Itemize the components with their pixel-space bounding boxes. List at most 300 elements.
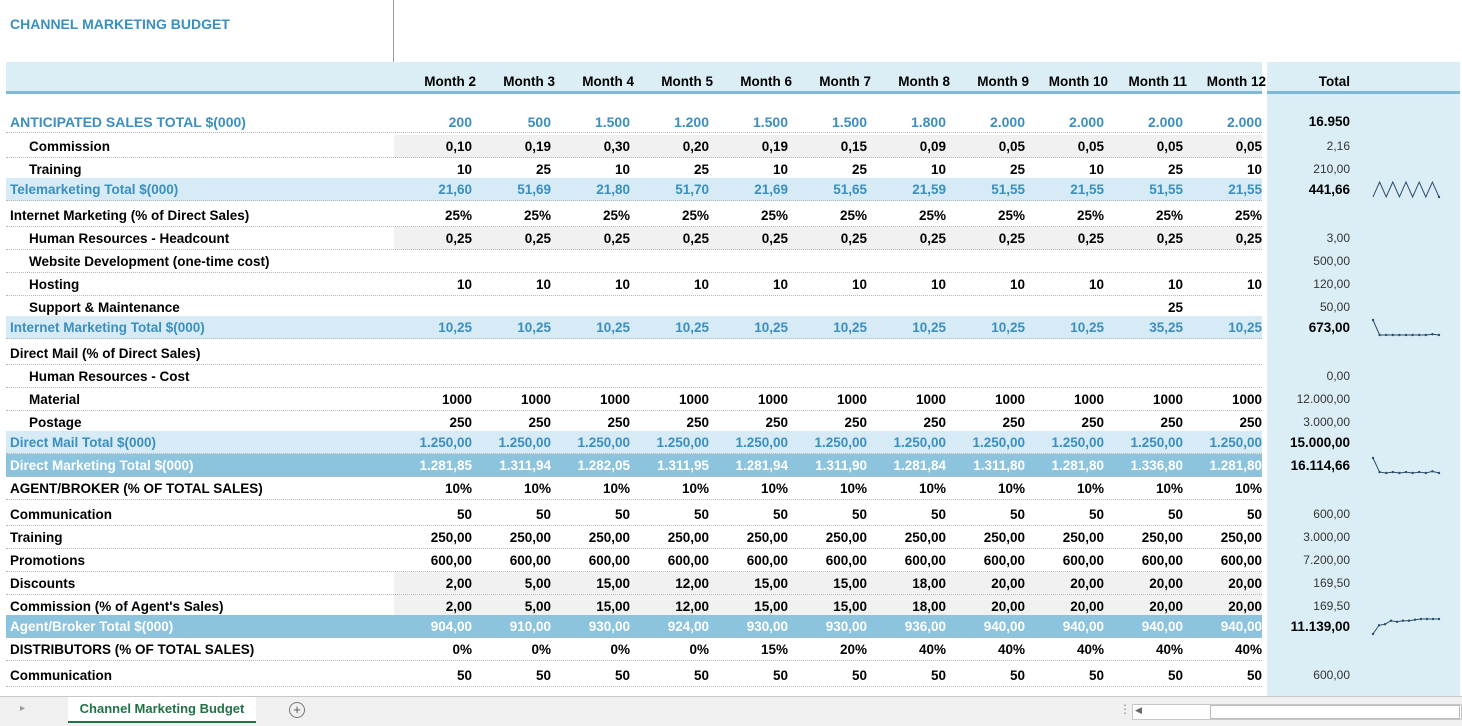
cell[interactable]: 50 <box>851 668 867 683</box>
cell[interactable]: 15,00 <box>833 599 867 614</box>
cell[interactable]: 1.336,80 <box>1130 458 1183 473</box>
row-label[interactable]: Communication <box>10 668 113 683</box>
cell[interactable]: 250 <box>528 415 551 430</box>
cell[interactable]: 10,25 <box>1070 320 1104 335</box>
cell[interactable]: 1000 <box>1231 392 1262 407</box>
cell[interactable]: 1000 <box>599 392 630 407</box>
sheet-tab-channel-marketing-budget[interactable]: Channel Marketing Budget <box>68 697 256 723</box>
cell[interactable]: 40% <box>1155 642 1183 657</box>
cell[interactable]: 10 <box>614 162 630 177</box>
cell[interactable]: 924,00 <box>667 619 709 634</box>
row-total[interactable]: 169,50 <box>1313 599 1350 613</box>
row-total[interactable]: 3.000,00 <box>1303 415 1350 429</box>
cell[interactable]: 50 <box>456 507 472 522</box>
cell[interactable]: 1.281,85 <box>419 458 472 473</box>
cell[interactable]: 51,65 <box>833 182 867 197</box>
cell[interactable]: 600,00 <box>746 553 788 568</box>
cell[interactable]: 600,00 <box>667 553 709 568</box>
cell[interactable]: 40% <box>918 642 946 657</box>
cell[interactable]: 930,00 <box>588 619 630 634</box>
cell[interactable]: 1.282,05 <box>577 458 630 473</box>
cell[interactable]: 250,00 <box>430 530 472 545</box>
row-label[interactable]: Training <box>29 162 82 177</box>
cell[interactable]: 2.000 <box>1226 114 1262 130</box>
cell[interactable]: 250,00 <box>746 530 788 545</box>
tab-scroll-left-icon[interactable]: ▸ <box>20 703 26 714</box>
cell[interactable]: 40% <box>1234 642 1262 657</box>
cell[interactable]: 10,25 <box>1228 320 1262 335</box>
cell[interactable]: 1.800 <box>910 114 946 130</box>
cell[interactable]: 25 <box>1009 162 1025 177</box>
cell[interactable]: 1.250,00 <box>419 435 472 450</box>
row-total[interactable]: 441,66 <box>1308 182 1350 197</box>
cell[interactable]: 10 <box>1009 277 1025 292</box>
cell[interactable]: 20,00 <box>1070 599 1104 614</box>
cell[interactable]: 50 <box>693 668 709 683</box>
cell[interactable]: 25% <box>523 208 551 223</box>
cell[interactable]: 930,00 <box>825 619 867 634</box>
cell[interactable]: 250,00 <box>509 530 551 545</box>
cell[interactable]: 250,00 <box>825 530 867 545</box>
month-header-2[interactable]: Month 2 <box>424 74 476 89</box>
total-header[interactable]: Total <box>1318 74 1350 89</box>
cell[interactable]: 1.311,95 <box>657 458 709 473</box>
cell[interactable]: 250,00 <box>1062 530 1104 545</box>
cell[interactable]: 10 <box>930 162 946 177</box>
cell[interactable]: 600,00 <box>1062 553 1104 568</box>
cell[interactable]: 21,55 <box>1228 182 1262 197</box>
month-header-6[interactable]: Month 6 <box>740 74 792 89</box>
row-total[interactable]: 600,00 <box>1313 668 1350 682</box>
cell[interactable]: 50 <box>1167 507 1183 522</box>
cell[interactable]: 50 <box>930 507 946 522</box>
cell[interactable]: 40% <box>997 642 1025 657</box>
cell[interactable]: 15,00 <box>754 599 788 614</box>
cell[interactable]: 1.250,00 <box>814 435 867 450</box>
cell[interactable]: 10 <box>1167 277 1183 292</box>
cell[interactable]: 1.500 <box>831 114 867 130</box>
cell[interactable]: 910,00 <box>509 619 551 634</box>
cell[interactable]: 250 <box>1002 415 1025 430</box>
cell[interactable]: 10% <box>681 481 709 496</box>
month-header-3[interactable]: Month 3 <box>503 74 555 89</box>
cell[interactable]: 250,00 <box>1220 530 1262 545</box>
cell[interactable]: 1.250,00 <box>498 435 551 450</box>
cell[interactable]: 10 <box>1088 277 1104 292</box>
cell[interactable]: 18,00 <box>912 599 946 614</box>
cell[interactable]: 0,19 <box>524 139 551 154</box>
cell[interactable]: 1000 <box>520 392 551 407</box>
cell[interactable]: 600,00 <box>825 553 867 568</box>
cell[interactable]: 20,00 <box>1228 576 1262 591</box>
cell[interactable]: 25% <box>918 208 946 223</box>
cell[interactable]: 1.311,94 <box>499 458 551 473</box>
cell[interactable]: 35,25 <box>1149 320 1183 335</box>
row-label[interactable]: Postage <box>29 415 82 430</box>
cell[interactable]: 600,00 <box>1141 553 1183 568</box>
row-label[interactable]: ANTICIPATED SALES TOTAL $(000) <box>10 114 246 130</box>
cell[interactable]: 10,25 <box>596 320 630 335</box>
row-label[interactable]: AGENT/BROKER (% OF TOTAL SALES) <box>10 481 263 496</box>
cell[interactable]: 25 <box>693 162 709 177</box>
cell[interactable]: 0,25 <box>524 231 551 246</box>
cell[interactable]: 50 <box>456 668 472 683</box>
row-label[interactable]: Communication <box>10 507 113 522</box>
cell[interactable]: 0,05 <box>998 139 1025 154</box>
cell[interactable]: 0,05 <box>1077 139 1104 154</box>
cell[interactable]: 10 <box>535 277 551 292</box>
cell[interactable]: 10% <box>1234 481 1262 496</box>
cell[interactable]: 10 <box>772 277 788 292</box>
cell[interactable]: 1.311,80 <box>973 458 1025 473</box>
cell[interactable]: 600,00 <box>509 553 551 568</box>
row-total[interactable]: 169,50 <box>1313 576 1350 590</box>
scroll-left-arrow-icon[interactable]: ◀ <box>1135 705 1142 715</box>
row-total[interactable]: 0,00 <box>1326 369 1350 383</box>
cell[interactable]: 50 <box>930 668 946 683</box>
cell[interactable]: 10 <box>930 277 946 292</box>
cell[interactable]: 936,00 <box>904 619 946 634</box>
cell[interactable]: 200 <box>448 114 472 130</box>
cell[interactable]: 25% <box>760 208 788 223</box>
row-label[interactable]: Direct Mail (% of Direct Sales) <box>10 346 201 361</box>
cell[interactable]: 50 <box>1246 507 1262 522</box>
cell[interactable]: 25% <box>602 208 630 223</box>
cell[interactable]: 5,00 <box>524 599 551 614</box>
sparkline-point <box>1405 334 1407 336</box>
cell[interactable]: 0,09 <box>919 139 946 154</box>
cell[interactable]: 20,00 <box>1149 599 1183 614</box>
cell[interactable]: 940,00 <box>1220 619 1262 634</box>
row-label[interactable]: Support & Maintenance <box>29 300 180 315</box>
row-label[interactable]: Website Development (one-time cost) <box>29 254 270 269</box>
cell[interactable]: 0,30 <box>603 139 630 154</box>
cell[interactable]: 50 <box>772 668 788 683</box>
row-label[interactable]: Direct Marketing Total $(000) <box>10 458 194 473</box>
cell[interactable]: 0,25 <box>603 231 630 246</box>
cell[interactable]: 10,25 <box>833 320 867 335</box>
cell[interactable]: 0,10 <box>445 139 472 154</box>
cell[interactable]: 12,00 <box>675 576 709 591</box>
cell[interactable]: 2,00 <box>445 576 472 591</box>
cell[interactable]: 20,00 <box>991 576 1025 591</box>
cell[interactable]: 2.000 <box>1068 114 1104 130</box>
cell[interactable]: 50 <box>1088 668 1104 683</box>
cell[interactable]: 250 <box>765 415 788 430</box>
cell[interactable]: 0,25 <box>1235 231 1262 246</box>
cell[interactable]: 10,25 <box>438 320 472 335</box>
split-handle-icon[interactable]: ⋮ <box>1119 702 1131 716</box>
month-header-8[interactable]: Month 8 <box>898 74 950 89</box>
cell[interactable]: 0,25 <box>682 231 709 246</box>
cell[interactable]: 930,00 <box>746 619 788 634</box>
cell[interactable]: 51,69 <box>517 182 551 197</box>
row-label[interactable]: Discounts <box>10 576 76 591</box>
cell[interactable]: 10 <box>456 277 472 292</box>
cell[interactable]: 250 <box>686 415 709 430</box>
cell[interactable]: 18,00 <box>912 576 946 591</box>
cell[interactable]: 600,00 <box>430 553 472 568</box>
cell[interactable]: 15,00 <box>596 576 630 591</box>
cell[interactable]: 10 <box>772 162 788 177</box>
cell[interactable]: 10 <box>693 277 709 292</box>
cell[interactable]: 1.281,84 <box>893 458 946 473</box>
cell[interactable]: 12,00 <box>675 599 709 614</box>
cell[interactable]: 10 <box>614 277 630 292</box>
cell[interactable]: 0,19 <box>761 139 788 154</box>
row-label[interactable]: Promotions <box>10 553 86 568</box>
cell[interactable]: 1.250,00 <box>1209 435 1262 450</box>
cell[interactable]: 940,00 <box>1062 619 1104 634</box>
cell[interactable]: 10 <box>1246 277 1262 292</box>
cell[interactable]: 10% <box>444 481 472 496</box>
cell[interactable]: 1.500 <box>594 114 630 130</box>
row-divider <box>6 338 1262 339</box>
row-total[interactable]: 16.114,66 <box>1290 458 1350 473</box>
cell[interactable]: 2.000 <box>1147 114 1183 130</box>
cell[interactable]: 0% <box>610 642 630 657</box>
cell[interactable]: 1.250,00 <box>735 435 788 450</box>
cell[interactable]: 25 <box>1167 162 1183 177</box>
cell[interactable]: 25% <box>839 208 867 223</box>
cell[interactable]: 250,00 <box>983 530 1025 545</box>
row-total[interactable]: 3,00 <box>1326 231 1350 245</box>
month-header-5[interactable]: Month 5 <box>661 74 713 89</box>
cell[interactable]: 10,25 <box>991 320 1025 335</box>
cell[interactable]: 250 <box>1160 415 1183 430</box>
cell[interactable]: 25% <box>1155 208 1183 223</box>
cell[interactable]: 1.250,00 <box>1051 435 1104 450</box>
row-label[interactable]: Training <box>10 530 63 545</box>
cell[interactable]: 50 <box>1009 507 1025 522</box>
cell[interactable]: 250 <box>844 415 867 430</box>
row-label[interactable]: Internet Marketing (% of Direct Sales) <box>10 208 250 223</box>
cell[interactable]: 1.281,80 <box>1051 458 1104 473</box>
row-total[interactable]: 16.950 <box>1308 114 1350 129</box>
cell[interactable]: 10,25 <box>517 320 551 335</box>
cell[interactable]: 250 <box>449 415 472 430</box>
cell[interactable]: 50 <box>535 507 551 522</box>
cell[interactable]: 25 <box>1167 300 1183 315</box>
cell[interactable]: 21,59 <box>912 182 946 197</box>
cell[interactable]: 25% <box>997 208 1025 223</box>
cell[interactable]: 15,00 <box>754 576 788 591</box>
cell[interactable]: 50 <box>614 668 630 683</box>
row-total[interactable]: 120,00 <box>1313 277 1350 291</box>
cell[interactable]: 0,25 <box>761 231 788 246</box>
cell[interactable]: 10 <box>1246 162 1262 177</box>
cell[interactable]: 10% <box>1155 481 1183 496</box>
cell[interactable]: 250 <box>1081 415 1104 430</box>
cell[interactable]: 600,00 <box>904 553 946 568</box>
cell[interactable]: 1000 <box>836 392 867 407</box>
row-total[interactable]: 11.139,00 <box>1290 619 1350 634</box>
cell[interactable]: 50 <box>1167 668 1183 683</box>
cell[interactable]: 10% <box>760 481 788 496</box>
cell[interactable]: 1000 <box>1073 392 1104 407</box>
cell[interactable]: 15,00 <box>833 576 867 591</box>
cell[interactable]: 1.281,94 <box>735 458 788 473</box>
cell[interactable]: 0,25 <box>1156 231 1183 246</box>
sparkline-point <box>1438 472 1440 474</box>
cell[interactable]: 1000 <box>757 392 788 407</box>
cell[interactable]: 10% <box>918 481 946 496</box>
table-row <box>0 250 1462 273</box>
cell[interactable]: 2.000 <box>989 114 1025 130</box>
cell[interactable]: 1.281,80 <box>1209 458 1262 473</box>
cell[interactable]: 21,80 <box>596 182 630 197</box>
cell[interactable]: 0% <box>452 642 472 657</box>
cell[interactable]: 1.500 <box>752 114 788 130</box>
cell[interactable]: 0,05 <box>1156 139 1183 154</box>
cell[interactable]: 500 <box>527 114 551 130</box>
row-total[interactable]: 3.000,00 <box>1303 530 1350 544</box>
cell[interactable]: 1.311,90 <box>815 458 867 473</box>
cell[interactable]: 10% <box>997 481 1025 496</box>
cell[interactable]: 1.250,00 <box>972 435 1025 450</box>
cell[interactable]: 21,55 <box>1070 182 1104 197</box>
cell[interactable]: 1000 <box>994 392 1025 407</box>
cell[interactable]: 25% <box>1076 208 1104 223</box>
cell[interactable]: 50 <box>614 507 630 522</box>
row-total[interactable]: 2,16 <box>1326 139 1350 153</box>
cell[interactable]: 0% <box>531 642 551 657</box>
cell[interactable]: 1.250,00 <box>577 435 630 450</box>
month-header-10[interactable]: Month 10 <box>1048 74 1108 89</box>
cell[interactable]: 0,20 <box>682 139 709 154</box>
cell[interactable]: 10% <box>1076 481 1104 496</box>
cell[interactable]: 51,55 <box>1149 182 1183 197</box>
scrollbar-thumb[interactable] <box>1210 705 1460 719</box>
cell[interactable]: 1000 <box>1152 392 1183 407</box>
cell[interactable]: 1.250,00 <box>1130 435 1183 450</box>
cell[interactable]: 600,00 <box>1220 553 1262 568</box>
cell[interactable]: 10% <box>523 481 551 496</box>
cell[interactable]: 1.250,00 <box>656 435 709 450</box>
row-label[interactable]: Internet Marketing Total $(000) <box>10 320 205 335</box>
row-total[interactable]: 50,00 <box>1319 300 1350 314</box>
cell[interactable]: 1.250,00 <box>893 435 946 450</box>
cell[interactable]: 250 <box>923 415 946 430</box>
cell[interactable]: 50 <box>1246 668 1262 683</box>
cell[interactable]: 20,00 <box>1228 599 1262 614</box>
cell[interactable]: 1000 <box>678 392 709 407</box>
cell[interactable]: 25 <box>535 162 551 177</box>
cell[interactable]: 904,00 <box>430 619 472 634</box>
cell[interactable]: 250,00 <box>667 530 709 545</box>
cell[interactable]: 25% <box>681 208 709 223</box>
cell[interactable]: 50 <box>1009 668 1025 683</box>
cell[interactable]: 50 <box>772 507 788 522</box>
row-label[interactable]: Material <box>29 392 81 407</box>
row-total[interactable]: 15.000,00 <box>1289 435 1350 450</box>
row-total[interactable]: 12.000,00 <box>1296 392 1350 406</box>
cell[interactable]: 0,25 <box>1077 231 1104 246</box>
cell[interactable]: 1000 <box>915 392 946 407</box>
cell[interactable]: 50 <box>535 668 551 683</box>
cell[interactable]: 2,00 <box>445 599 472 614</box>
cell[interactable]: 940,00 <box>983 619 1025 634</box>
cell[interactable]: 25 <box>851 162 867 177</box>
row-label[interactable]: Telemarketing Total $(000) <box>10 182 179 197</box>
cell[interactable]: 25% <box>444 208 472 223</box>
row-label[interactable]: DISTRIBUTORS (% OF TOTAL SALES) <box>10 642 255 657</box>
cell[interactable]: 0,25 <box>998 231 1025 246</box>
cell[interactable]: 50 <box>1088 507 1104 522</box>
cell[interactable]: 1.200 <box>673 114 709 130</box>
cell[interactable]: 20,00 <box>1149 576 1183 591</box>
cell[interactable]: 600,00 <box>983 553 1025 568</box>
cell[interactable]: 20,00 <box>991 599 1025 614</box>
cell[interactable]: 50 <box>693 507 709 522</box>
cell[interactable]: 10 <box>1088 162 1104 177</box>
cell[interactable]: 15% <box>760 642 788 657</box>
cell[interactable]: 250,00 <box>1141 530 1183 545</box>
cell[interactable]: 10 <box>851 277 867 292</box>
cell[interactable]: 940,00 <box>1141 619 1183 634</box>
row-total[interactable]: 210,00 <box>1313 162 1350 176</box>
row-total[interactable]: 600,00 <box>1313 507 1350 521</box>
cell[interactable]: 10% <box>602 481 630 496</box>
row-total[interactable]: 673,00 <box>1308 320 1350 335</box>
row-label[interactable]: Human Resources - Headcount <box>29 231 230 246</box>
cell[interactable]: 0,25 <box>919 231 946 246</box>
cell[interactable]: 10 <box>456 162 472 177</box>
cell[interactable]: 50 <box>851 507 867 522</box>
cell[interactable]: 21,69 <box>754 182 788 197</box>
cell[interactable]: 0% <box>689 642 709 657</box>
row-label[interactable]: Commission (% of Agent's Sales) <box>10 599 224 614</box>
cell[interactable]: 600,00 <box>588 553 630 568</box>
cell[interactable]: 10% <box>839 481 867 496</box>
cell[interactable]: 21,60 <box>438 182 472 197</box>
cell[interactable]: 250 <box>607 415 630 430</box>
cell[interactable]: 20,00 <box>1070 576 1104 591</box>
row-label[interactable]: Human Resources - Cost <box>29 369 190 384</box>
cell[interactable]: 0,25 <box>445 231 472 246</box>
cell[interactable]: 51,55 <box>991 182 1025 197</box>
row-label[interactable]: Agent/Broker Total $(000) <box>10 619 174 634</box>
cell[interactable]: 1000 <box>441 392 472 407</box>
month-header-9[interactable]: Month 9 <box>977 74 1029 89</box>
cell[interactable]: 51,70 <box>675 182 709 197</box>
cell[interactable]: 40% <box>1076 642 1104 657</box>
cell[interactable]: 0,25 <box>840 231 867 246</box>
row-label[interactable]: Direct Mail Total $(000) <box>10 435 157 450</box>
cell[interactable]: 5,00 <box>524 576 551 591</box>
cell[interactable]: 20% <box>839 642 867 657</box>
cell[interactable]: 25% <box>1234 208 1262 223</box>
row-label[interactable]: Commission <box>29 139 111 154</box>
cell[interactable]: 10,25 <box>754 320 788 335</box>
row-label[interactable]: Hosting <box>29 277 80 292</box>
month-header-12[interactable]: Month 12 <box>1206 74 1266 89</box>
cell[interactable]: 250,00 <box>904 530 946 545</box>
month-header-4[interactable]: Month 4 <box>582 74 634 89</box>
row-total[interactable]: 500,00 <box>1313 254 1350 268</box>
cell[interactable]: 0,05 <box>1235 139 1262 154</box>
cell[interactable]: 250 <box>1239 415 1262 430</box>
row-total[interactable]: 7.200,00 <box>1303 553 1350 567</box>
month-header-7[interactable]: Month 7 <box>819 74 871 89</box>
month-header-11[interactable]: Month 11 <box>1128 74 1187 89</box>
cell[interactable]: 10,25 <box>912 320 946 335</box>
cell[interactable]: 250,00 <box>588 530 630 545</box>
cell[interactable]: 15,00 <box>596 599 630 614</box>
cell[interactable]: 10,25 <box>675 320 709 335</box>
add-sheet-button[interactable]: + <box>289 702 305 718</box>
cell[interactable]: 0,15 <box>840 139 867 154</box>
